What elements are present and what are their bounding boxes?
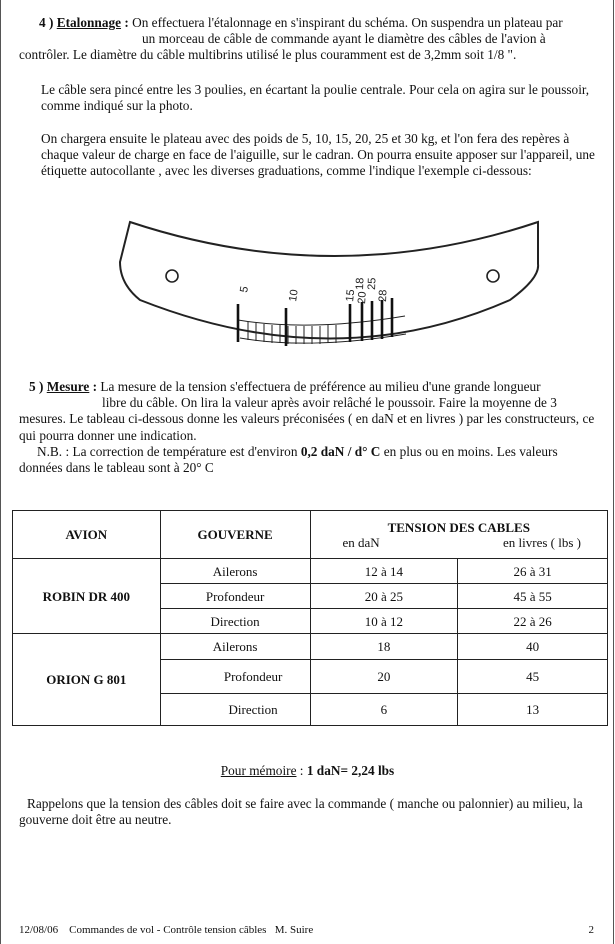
section-4-block [19, 15, 602, 64]
section-5-line3: mesures. Le tableau ci-dessous donne les valeurs préconisées ( en daN et en livres ) par les constructeurs, ce qui pourra donner une indication. [19, 411, 595, 443]
closing-paragraph: Rappelons que la tension des câbles doit se faire avec la commande ( manche ou palonnier) au milieu, la gouverne doit être au neutre. [19, 796, 583, 828]
section-4-line2: un morceau de câble de commande ayant le diamètre des câbles de l'avion à [142, 31, 546, 47]
scale-outline [120, 222, 538, 339]
dan-cell: 20 à 25 [310, 584, 458, 609]
nb-prefix: N.B. : La correction de température est d'environ [37, 443, 301, 459]
avion-cell: ORION G 801 [13, 634, 161, 726]
header-unit-dan: en daN [342, 534, 380, 550]
section-4-number: 4 ) [39, 15, 54, 30]
mark-label-5: 5 [238, 285, 252, 294]
section-4-colon: : [121, 15, 129, 30]
memo-separator: : [296, 763, 307, 778]
mount-hole-right [487, 270, 499, 282]
lbs-cell: 45 [458, 660, 608, 694]
page-border-left [0, 0, 1, 944]
nb-correction-value: 0,2 daN / d° C [300, 443, 381, 459]
gouverne-cell: Ailerons [160, 634, 310, 660]
page-border-right [613, 0, 614, 944]
cable-tension-table [12, 510, 608, 726]
dan-cell: 12 à 14 [310, 559, 458, 584]
mark-label-25: 25 [366, 277, 379, 291]
nb-suffix: en plus ou en moins. Les valeurs données dans le tableau sont à 20° C [19, 443, 558, 476]
header-avion: AVION [13, 511, 161, 559]
mark-label-18: 18 [354, 277, 367, 291]
dan-cell: 6 [310, 694, 458, 726]
page-number: 2 [588, 924, 594, 936]
scale-diagram [110, 192, 560, 364]
avion-cell: ROBIN DR 400 [13, 559, 161, 634]
mark-label-10: 10 [287, 288, 301, 303]
header-tension-title: TENSION DES CABLES [387, 519, 530, 535]
section-5-line1: La mesure de la tension s'effectuera de préférence au milieu d'une grande longueur [97, 379, 541, 394]
gouverne-cell: Direction [160, 609, 310, 634]
section-4-para3: On chargera ensuite le plateau avec des poids de 5, 10, 15, 20, 25 et 30 kg, et l'on fera des repères à chaque valeur de charge en face de l'aiguille, sur le cadran. On pourra ensuite apposer sur l'appareil, une étiquette autocollante , avec les diverses graduations, comme l'indique l'exemple ci-dessous: [41, 131, 595, 179]
table-header-row [13, 511, 608, 559]
lbs-cell: 45 à 55 [458, 584, 608, 609]
gouverne-cell: Profondeur [160, 660, 310, 694]
memo-value: 1 daN= 2,24 lbs [306, 763, 395, 778]
section-4-line1: On effectuera l'étalonnage en s'inspirant du schéma. On suspendra un plateau par [128, 15, 563, 30]
mark-label-15: 15 [344, 288, 358, 303]
section-4-line3: contrôler. Le diamètre du câble multibrins utilisé le plus couramment est de 3,2mm soit 1/8 ". [19, 47, 517, 63]
mark-label-20: 20 [356, 291, 369, 305]
dan-cell: 10 à 12 [310, 609, 458, 634]
lbs-cell: 22 à 26 [458, 609, 608, 634]
graduation-band-top [238, 316, 405, 325]
lbs-cell: 13 [458, 694, 608, 726]
gouverne-cell: Direction [160, 694, 310, 726]
section-5-number: 5 ) [29, 379, 44, 394]
dan-cell: 18 [310, 634, 458, 660]
section-5-heading: Mesure [46, 379, 90, 394]
memo-label: Pour mémoire [220, 763, 297, 778]
gouverne-cell: Ailerons [160, 559, 310, 584]
section-5-block [19, 379, 602, 476]
header-gouverne: GOUVERNE [160, 511, 310, 559]
mark-label-28: 28 [377, 289, 390, 303]
section-4-heading: Etalonnage [56, 15, 122, 30]
footer-left: 12/08/06 Commandes de vol - Contrôle tension câbles M. Suire [19, 924, 314, 936]
lbs-cell: 40 [458, 634, 608, 660]
dan-cell: 20 [310, 660, 458, 694]
mount-hole-left [166, 270, 178, 282]
table-row [13, 559, 608, 584]
section-5-line2: libre du câble. On lira la valeur après avoir relâché le poussoir. Faire la moyenne de 3 [102, 395, 557, 411]
memo-line [0, 763, 615, 779]
lbs-cell: 26 à 31 [458, 559, 608, 584]
section-5-nb [19, 444, 602, 476]
header-tension [310, 511, 607, 559]
section-4-para2: Le câble sera pincé entre les 3 poulies, en écartant la poulie centrale. Pour cela on agira sur le poussoir, comme indiqué sur la photo. [41, 82, 590, 114]
section-5-colon: : [89, 379, 98, 394]
table-row [13, 634, 608, 660]
page-footer [19, 922, 594, 938]
gouverne-cell: Profondeur [160, 584, 310, 609]
header-unit-lbs: en livres ( lbs ) [503, 534, 581, 550]
